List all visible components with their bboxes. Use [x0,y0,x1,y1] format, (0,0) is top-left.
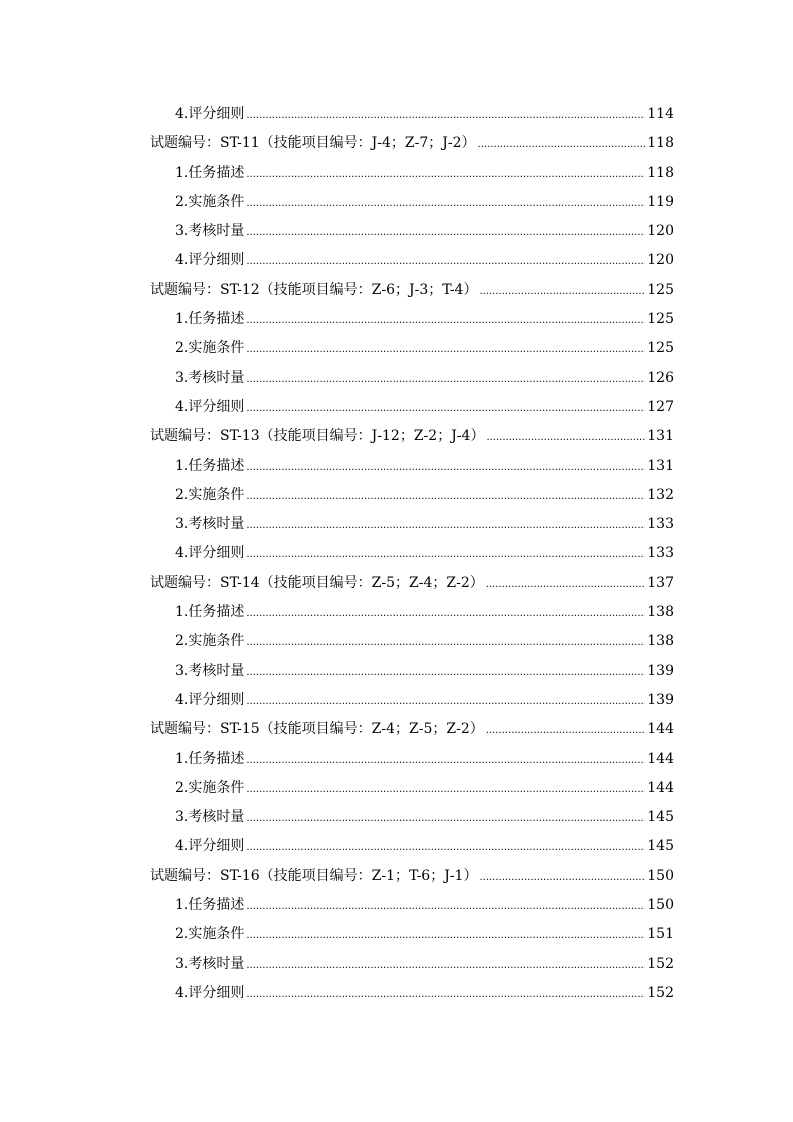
toc-entry-page-number: 120 [647,252,674,269]
toc-entry-title: 试题编号：ST-13（技能项目编号：J-12；Z-2；J-4） [150,428,485,445]
toc-entry-page-number: 144 [647,750,674,767]
toc-entry-page-number: 125 [647,311,674,328]
toc-entry-page-number: 152 [647,955,674,972]
toc-dot-leader [246,921,645,950]
toc-entry-page-number: 118 [647,164,674,181]
toc-subsection-entry[interactable] [150,217,674,246]
toc-subsection-entry[interactable] [150,481,674,510]
toc-section-entry[interactable] [150,422,674,451]
toc-entry-page-number: 114 [647,106,674,122]
toc-subsection-entry[interactable] [150,393,674,422]
toc-dot-leader [246,394,645,423]
toc-dot-leader [478,130,646,159]
toc-entry-title: 3.考核时量 [175,662,245,679]
toc-section-entry[interactable] [150,129,674,158]
toc-dot-leader [246,247,645,276]
toc-entry-page-number: 126 [647,369,674,386]
toc-dot-leader [246,804,645,833]
toc-entry-page-number: 139 [647,662,674,679]
toc-dot-leader [246,687,645,716]
toc-entry-title: 试题编号：ST-15（技能项目编号：Z-4；Z-5；Z-2） [150,721,484,738]
toc-entry-page-number: 145 [647,809,674,826]
toc-subsection-entry[interactable] [150,950,674,979]
toc-dot-leader [246,746,645,775]
toc-subsection-entry[interactable] [150,364,674,393]
toc-entry-page-number: 139 [647,691,674,708]
toc-entry-title: 3.考核时量 [175,369,245,386]
toc-entry-title: 4.评分细则 [175,545,245,562]
toc-subsection-entry[interactable] [150,598,674,627]
toc-section-entry[interactable] [150,862,674,891]
toc-entry-page-number: 150 [647,897,674,914]
toc-subsection-entry[interactable] [150,920,674,949]
toc-entry-page-number: 151 [647,926,674,943]
toc-entry-title: 2.实施条件 [175,340,245,357]
toc-entry-page-number: 152 [647,984,674,1001]
toc-dot-leader [246,160,645,189]
table-of-contents [150,100,674,1008]
toc-entry-title: 试题编号：ST-11（技能项目编号：J-4；Z-7；J-2） [150,135,476,152]
toc-entry-title: 2.实施条件 [175,926,245,943]
toc-entry-title: 4.评分细则 [175,691,245,708]
toc-entry-page-number: 125 [647,281,674,298]
toc-dot-leader [246,599,645,628]
toc-entry-title: 4.评分细则 [175,252,245,269]
toc-subsection-entry[interactable] [150,539,674,568]
toc-section-entry[interactable] [150,715,674,744]
toc-subsection-entry[interactable] [150,305,674,334]
toc-entry-title: 2.实施条件 [175,633,245,650]
toc-subsection-entry[interactable] [150,686,674,715]
toc-dot-leader [479,863,645,892]
toc-dot-leader [486,570,646,599]
toc-dot-leader [486,716,646,745]
toc-entry-page-number: 131 [647,457,674,474]
toc-dot-leader [479,277,645,306]
toc-entry-title: 4.评分细则 [175,838,245,855]
toc-entry-page-number: 144 [647,721,674,738]
toc-section-entry[interactable] [150,569,674,598]
toc-entry-title: 4.评分细则 [175,398,245,415]
toc-subsection-entry[interactable] [150,803,674,832]
toc-dot-leader [246,540,645,569]
toc-subsection-entry[interactable] [150,745,674,774]
toc-entry-page-number: 120 [647,223,674,240]
toc-entry-title: 试题编号：ST-16（技能项目编号：Z-1；T-6；J-1） [150,867,478,884]
toc-subsection-entry[interactable] [150,979,674,1008]
toc-entry-title: 3.考核时量 [175,955,245,972]
toc-dot-leader [246,892,645,921]
toc-entry-page-number: 127 [647,398,674,415]
toc-entry-page-number: 150 [647,867,674,884]
toc-dot-leader [246,833,645,862]
toc-entry-page-number: 144 [647,779,674,796]
toc-entry-title: 1.任务描述 [175,897,245,914]
toc-entry-page-number: 131 [647,428,674,445]
toc-entry-title: 4.评分细则 [175,984,245,1001]
toc-entry-title: 试题编号：ST-12（技能项目编号：Z-6；J-3；T-4） [150,281,478,298]
toc-dot-leader [246,980,645,1009]
toc-entry-title: 2.实施条件 [175,486,245,503]
toc-entry-title: 1.任务描述 [175,311,245,328]
toc-dot-leader [246,218,645,247]
toc-dot-leader [246,658,645,687]
toc-dot-leader [246,335,645,364]
toc-dot-leader [246,951,645,980]
toc-entry-page-number: 118 [647,135,674,152]
toc-entry-title: 2.实施条件 [175,193,245,210]
toc-entry-title: 1.任务描述 [175,750,245,767]
toc-entry-title: 4.评分细则 [175,106,245,122]
toc-entry-title: 试题编号：ST-14（技能项目编号：Z-5；Z-4；Z-2） [150,574,484,591]
toc-subsection-entry[interactable] [150,159,674,188]
toc-dot-leader [246,365,645,394]
toc-section-entry[interactable] [150,276,674,305]
toc-subsection-entry[interactable] [150,100,674,129]
toc-subsection-entry[interactable] [150,188,674,217]
toc-dot-leader [246,775,645,804]
toc-subsection-entry[interactable] [150,891,674,920]
toc-entry-title: 1.任务描述 [175,604,245,621]
toc-dot-leader [246,628,645,657]
toc-entry-page-number: 125 [647,340,674,357]
toc-dot-leader [246,189,645,218]
toc-subsection-entry[interactable] [150,510,674,539]
toc-entry-page-number: 133 [647,545,674,562]
toc-subsection-entry[interactable] [150,334,674,363]
toc-subsection-entry[interactable] [150,627,674,656]
toc-entry-page-number: 137 [647,574,674,591]
toc-subsection-entry[interactable] [150,832,674,861]
toc-dot-leader [246,101,645,130]
toc-entry-title: 1.任务描述 [175,457,245,474]
toc-entry-title: 1.任务描述 [175,164,245,181]
toc-dot-leader [246,482,645,511]
toc-dot-leader [246,511,645,540]
toc-dot-leader [486,423,645,452]
toc-entry-title: 3.考核时量 [175,223,245,240]
toc-dot-leader [246,453,645,482]
toc-subsection-entry[interactable] [150,246,674,275]
toc-entry-title: 3.考核时量 [175,516,245,533]
toc-entry-page-number: 138 [647,604,674,621]
toc-dot-leader [246,306,645,335]
toc-subsection-entry[interactable] [150,657,674,686]
toc-subsection-entry[interactable] [150,452,674,481]
toc-entry-page-number: 138 [647,633,674,650]
toc-entry-page-number: 133 [647,516,674,533]
toc-entry-title: 3.考核时量 [175,809,245,826]
toc-entry-page-number: 145 [647,838,674,855]
toc-entry-title: 2.实施条件 [175,779,245,796]
toc-subsection-entry[interactable] [150,774,674,803]
toc-entry-page-number: 119 [647,193,674,210]
toc-entry-page-number: 132 [647,486,674,503]
